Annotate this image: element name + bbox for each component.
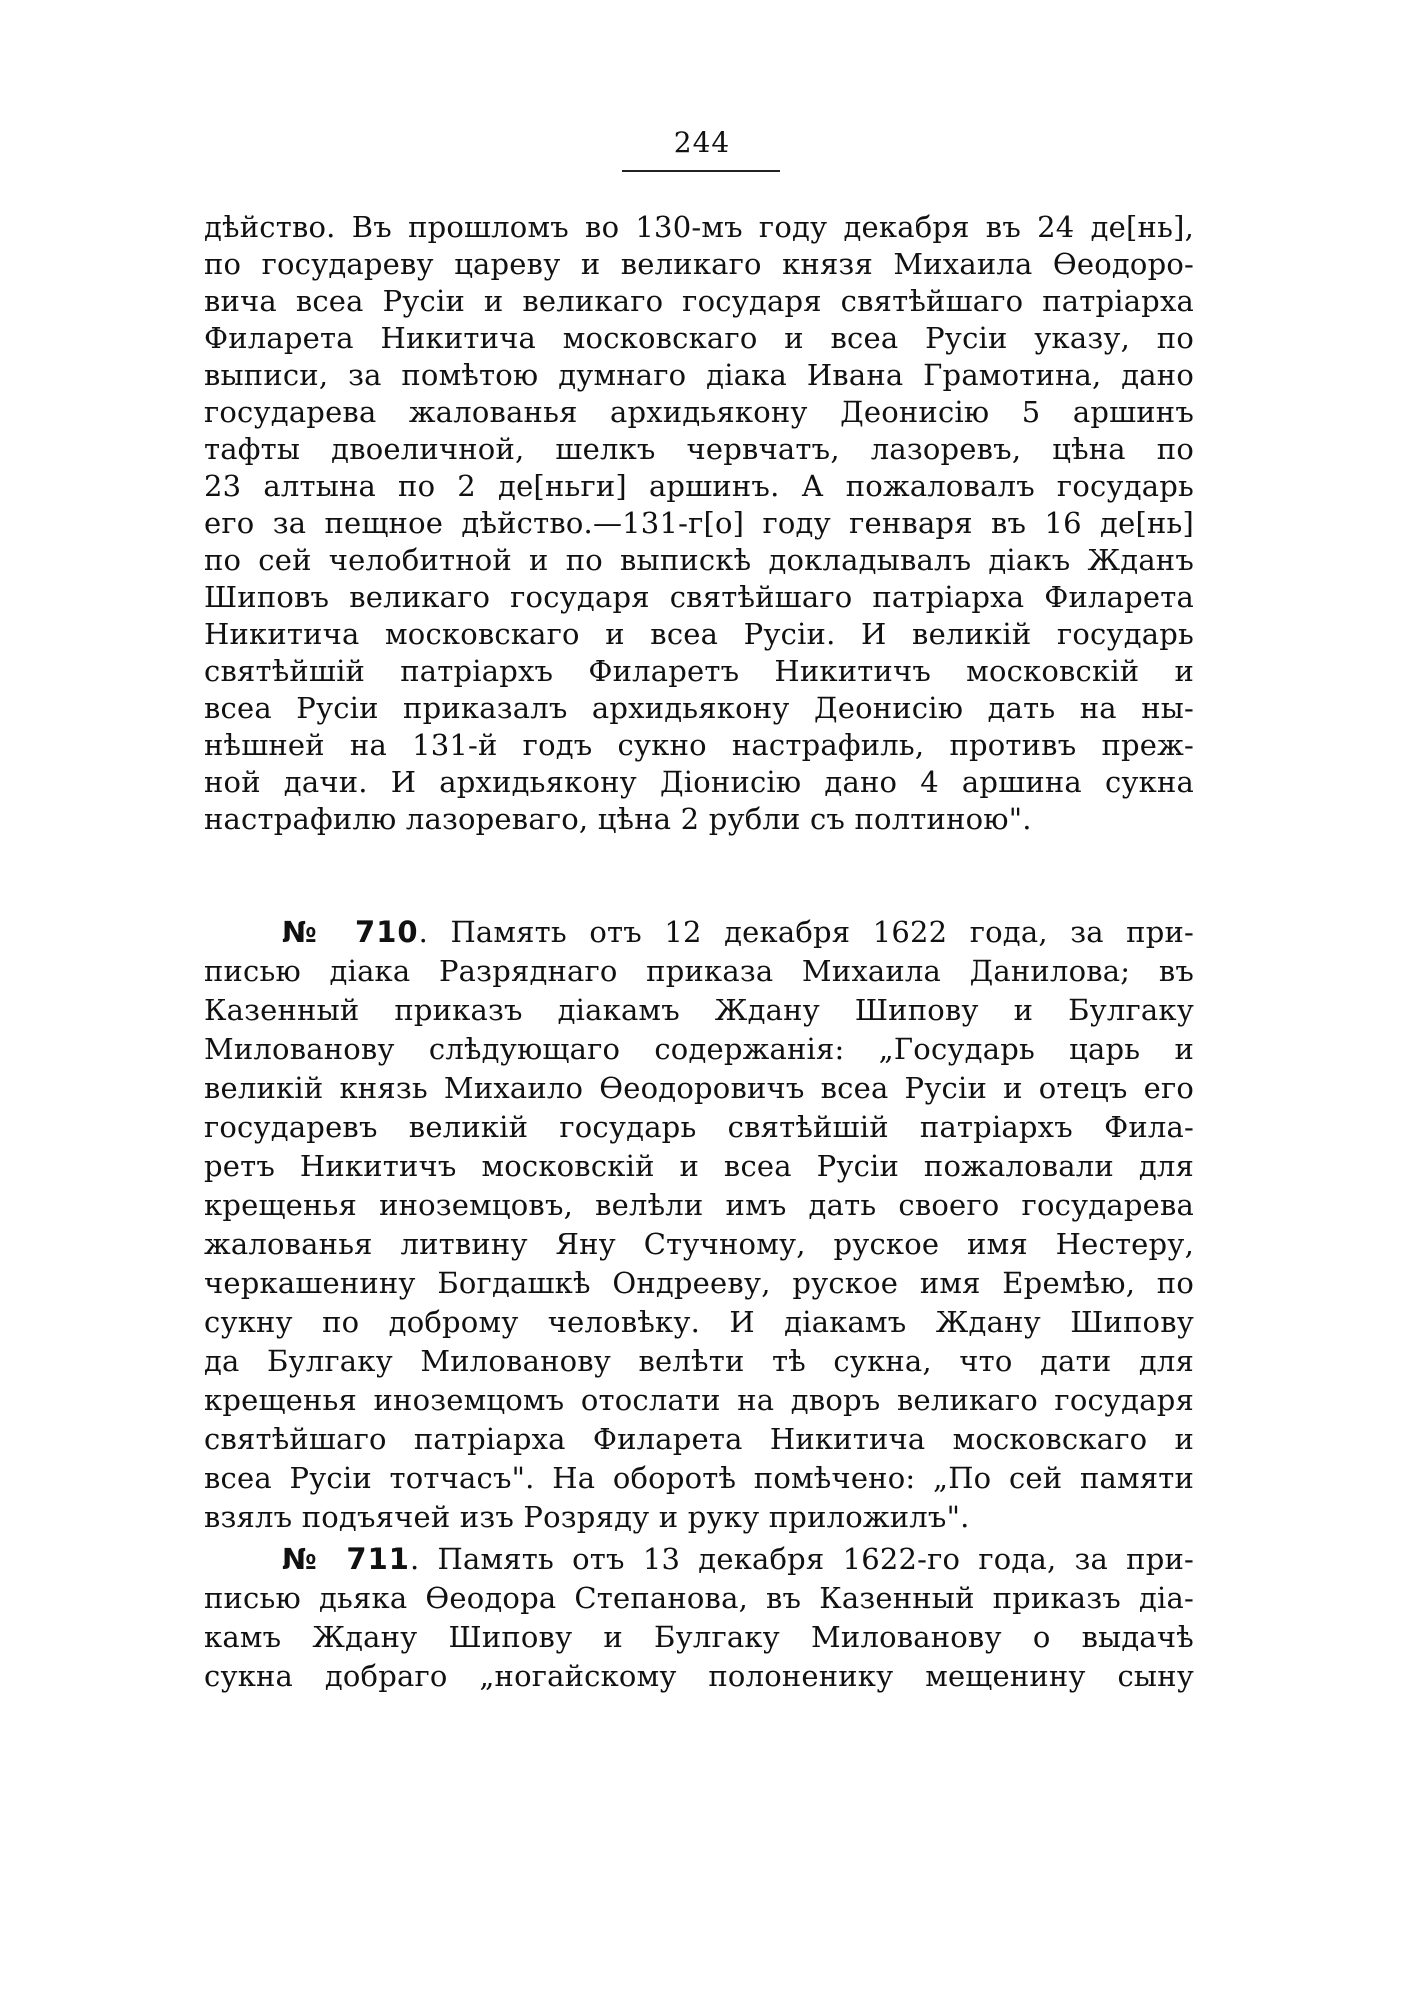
text-line: великій князь Михаило Ѳеодоровичъ всеа Русіи и отецъ его xyxy=(204,1071,1194,1105)
text-line: Никитича московскаго и всеа Русіи. И великій государь xyxy=(204,617,1194,651)
text-line: выписи, за помѣтою думнаго діака Ивана Грамотина, дано xyxy=(204,358,1194,392)
text-fragment: . Память отъ 13 декабря 1622-го года, за при- xyxy=(409,1542,1194,1576)
text-line: ретъ Никитичъ московскій и всеа Русіи пожаловали для xyxy=(204,1149,1194,1183)
page-number-rule xyxy=(622,170,780,172)
text-line: ной дачи. И архидьякону Діонисію дано 4 аршина сукна xyxy=(204,765,1194,799)
text-line: взялъ подъячей изъ Розряду и руку приложилъ". xyxy=(204,1500,970,1534)
text-line: писью діака Разряднаго приказа Михаила Данилова; въ xyxy=(204,954,1194,988)
entry-number: № 710 xyxy=(282,915,419,949)
text-line: всеа Русіи тотчасъ". На оборотѣ помѣчено: „По сей памяти xyxy=(204,1461,1194,1495)
text-line: нѣшней на 131-й годъ сукно настрафиль, противъ преж- xyxy=(204,728,1194,762)
text-line: всеа Русіи приказалъ архидьякону Деонисію дать на ны- xyxy=(204,691,1194,725)
text-line: писью дьяка Ѳеодора Степанова, въ Казенный приказъ діа- xyxy=(204,1581,1194,1615)
text-line: государевъ великій государь святѣйшій патріархъ Фила- xyxy=(204,1110,1194,1144)
text-line: по государеву цареву и великаго князя Михаила Ѳеодоро- xyxy=(204,247,1194,281)
text-line: святѣйшій патріархъ Филаретъ Никитичъ московскій и xyxy=(204,654,1194,688)
page-number: 244 xyxy=(673,126,731,159)
text-line: Казенный приказъ діакамъ Ждану Шипову и Булгаку xyxy=(204,993,1194,1027)
text-line: камъ Ждану Шипову и Булгаку Милованову о выдачѣ xyxy=(204,1620,1194,1654)
text-line: Милованову слѣдующаго содержанія: „Государь царь и xyxy=(204,1032,1194,1066)
text-line: крещенья иноземцовъ, велѣли имъ дать своего государева xyxy=(204,1188,1194,1222)
entry-number: № 711 xyxy=(282,1542,410,1576)
text-line: по сей челобитной и по выпискѣ докладывалъ діакъ Жданъ xyxy=(204,543,1194,577)
text-line: Филарета Никитича московскаго и всеа Русіи указу, по xyxy=(204,321,1194,355)
text-line: государева жалованья архидьякону Деонисію 5 аршинъ xyxy=(204,395,1194,429)
text-fragment: . Память отъ 12 декабря 1622 года, за при- xyxy=(418,915,1194,949)
text-line: святѣйшаго патріарха Филарета Никитича московскаго и xyxy=(204,1422,1194,1456)
text-line: Шиповъ великаго государя святѣйшаго патріарха Филарета xyxy=(204,580,1194,614)
text-line: сукна добраго „ногайскому полоненику мещенину сыну xyxy=(204,1659,1194,1693)
text-line: 23 алтына по 2 де[ньги] аршинъ. А пожаловалъ государь xyxy=(204,469,1194,503)
text-line: дѣйство. Въ прошломъ во 130-мъ году декабря въ 24 де[нь], xyxy=(204,210,1194,244)
text-line: вича всеа Русіи и великаго государя святѣйшаго патріарха xyxy=(204,284,1194,318)
text-line: его за пещное дѣйство.—131-г[о] году генваря въ 16 де[нь] xyxy=(204,506,1194,540)
text-line: да Булгаку Милованову велѣти тѣ сукна, что дати для xyxy=(204,1344,1194,1378)
text-line: черкашенину Богдашкѣ Ондрееву, руское имя Еремѣю, по xyxy=(204,1266,1194,1300)
text-line: крещенья иноземцомъ отослати на дворъ великаго государя xyxy=(204,1383,1194,1417)
text-line: сукну по доброму человѣку. И діакамъ Ждану Шипову xyxy=(204,1305,1194,1339)
text-line: тафты двоеличной, шелкъ червчатъ, лазоревъ, цѣна по xyxy=(204,432,1194,466)
text-line: настрафилю лазореваго, цѣна 2 рубли съ полтиною". xyxy=(204,802,1032,836)
text-line: жалованья литвину Яну Стучному, руское имя Нестеру, xyxy=(204,1227,1194,1261)
